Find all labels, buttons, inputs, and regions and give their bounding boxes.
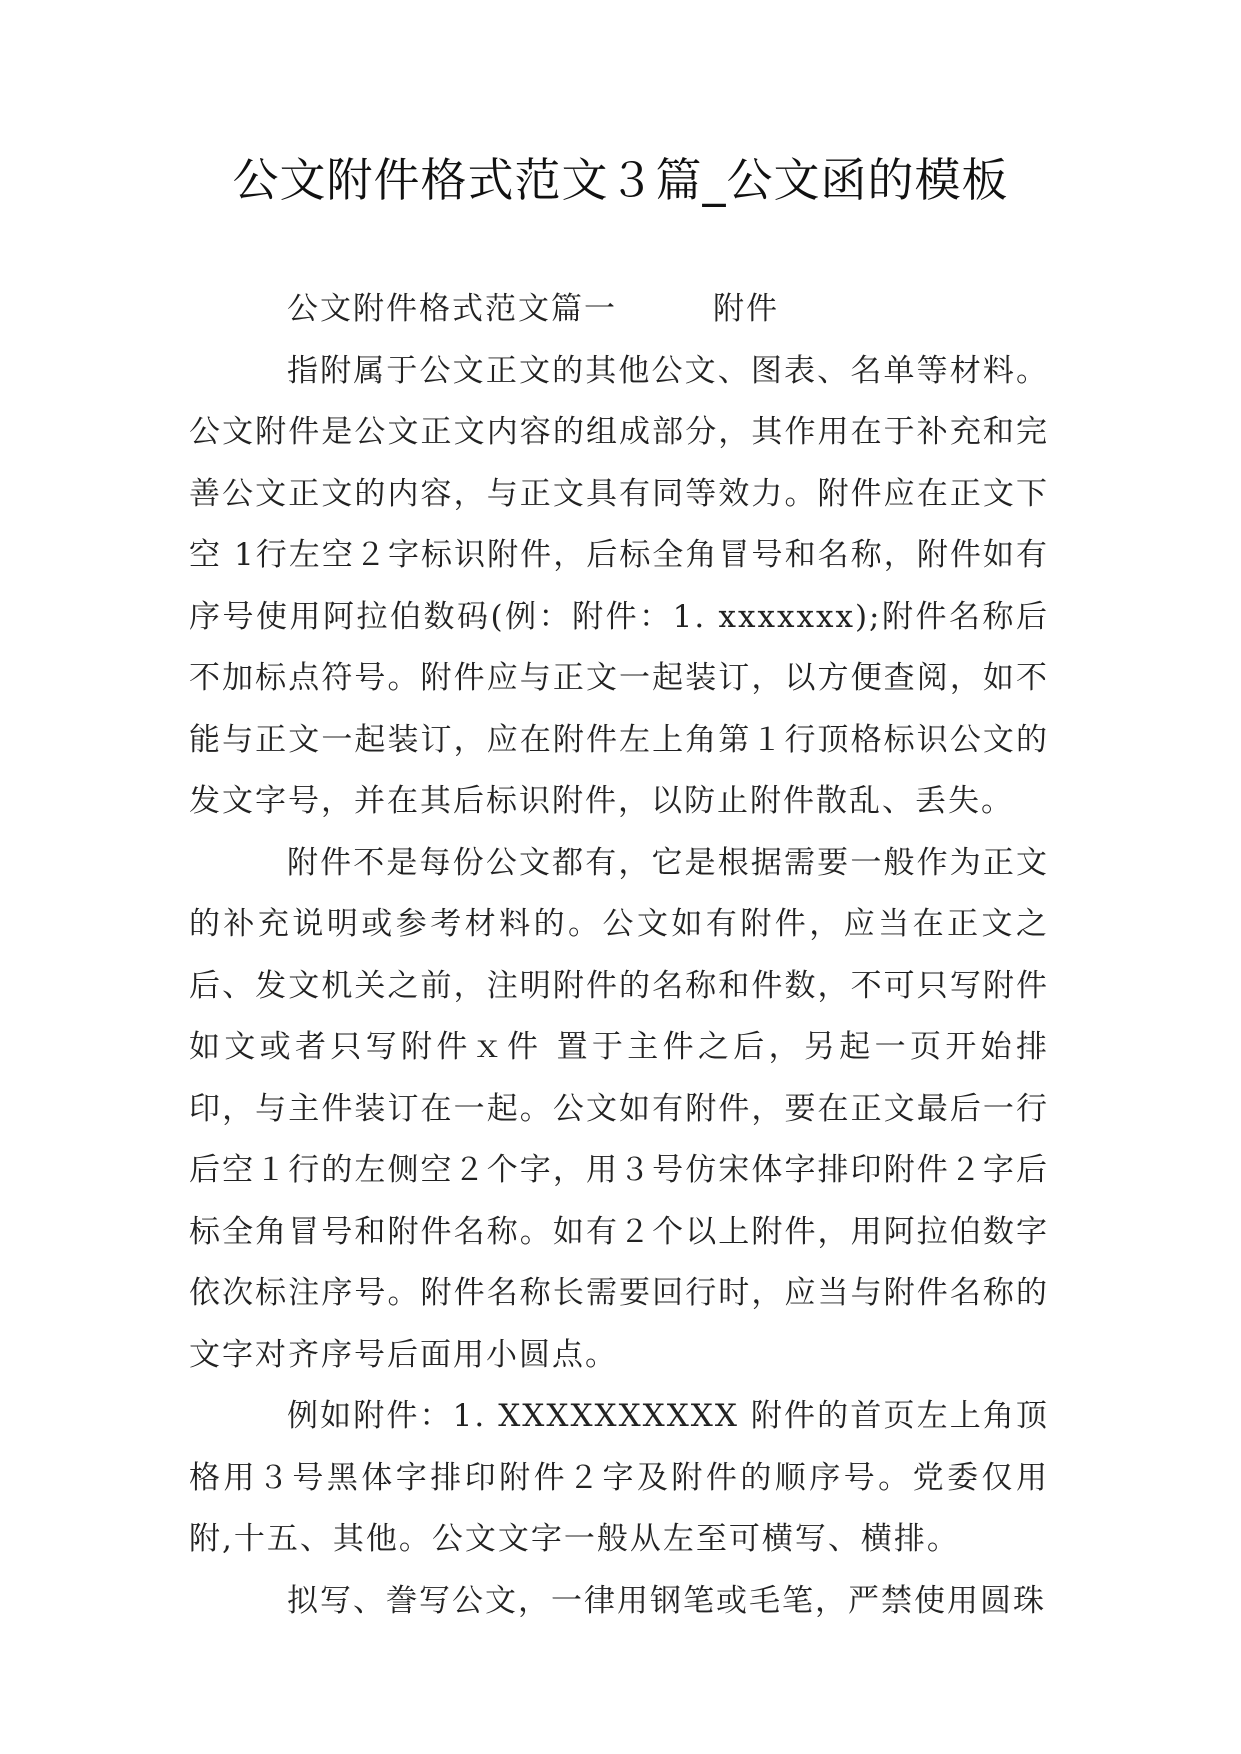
section-heading-title: 公文附件格式范文篇一 [287, 291, 617, 327]
paragraph-4: 拟写、誊写公文，一律用钢笔或毛笔，严禁使用圆珠 [287, 1582, 1046, 1619]
paragraph-1: 指附属于公文正文的其他公文、图表、名单等材料。公文附件是公文正文内容的组成部分，其作用在于补充和完善公文正文的内容，与正文具有同等效力。附件应在正文下空 1行左空２字标识附件，后标全角冒号和名称，附件如有序号使用阿拉伯数码(例：附件：1. xxxxxxx);附件名称后不加标点符号。附件应与正文一起装订，以方便查阅，如不能与正文一起装订，应在附件左上角第１行顶格标识公文的发文字号，并在其后标识附件，以防止附件散乱、丢失。 [189, 352, 1049, 819]
document-title: 公文附件格式范文３篇_公文函的模板 [232, 153, 1009, 207]
paragraph-3: 例如附件：1. XXXXXXXXXX 附件的首页左上角顶格用３号黑体字排印附件２字及附件的顺序号。党委仅用附,十五、其他。公文文字一般从左至可横写、横排。 [189, 1398, 1049, 1557]
section-heading [189, 279, 1049, 341]
section-heading-attachment: 附件 [713, 291, 779, 327]
paragraph-2: 附件不是每份公文都有，它是根据需要一般作为正文的补充说明或参考材料的。公文如有附件，应当在正文之后、发文机关之前，注明附件的名称和件数，不可只写附件如文或者只写附件ｘ件 置于主件之后，另起一页开始排印，与主件装订在一起。公文如有附件，要在正文最后一行后空１行的左侧空２个字，用３号仿宋体字排印附件２字后标全角冒号和附件名称。如有２个以上附件，用阿拉伯数字依次标注序号。附件名称长需要回行时，应当与附件名称的文字对齐序号后面用小圆点。 [189, 844, 1049, 1373]
document-body [189, 279, 1049, 1632]
